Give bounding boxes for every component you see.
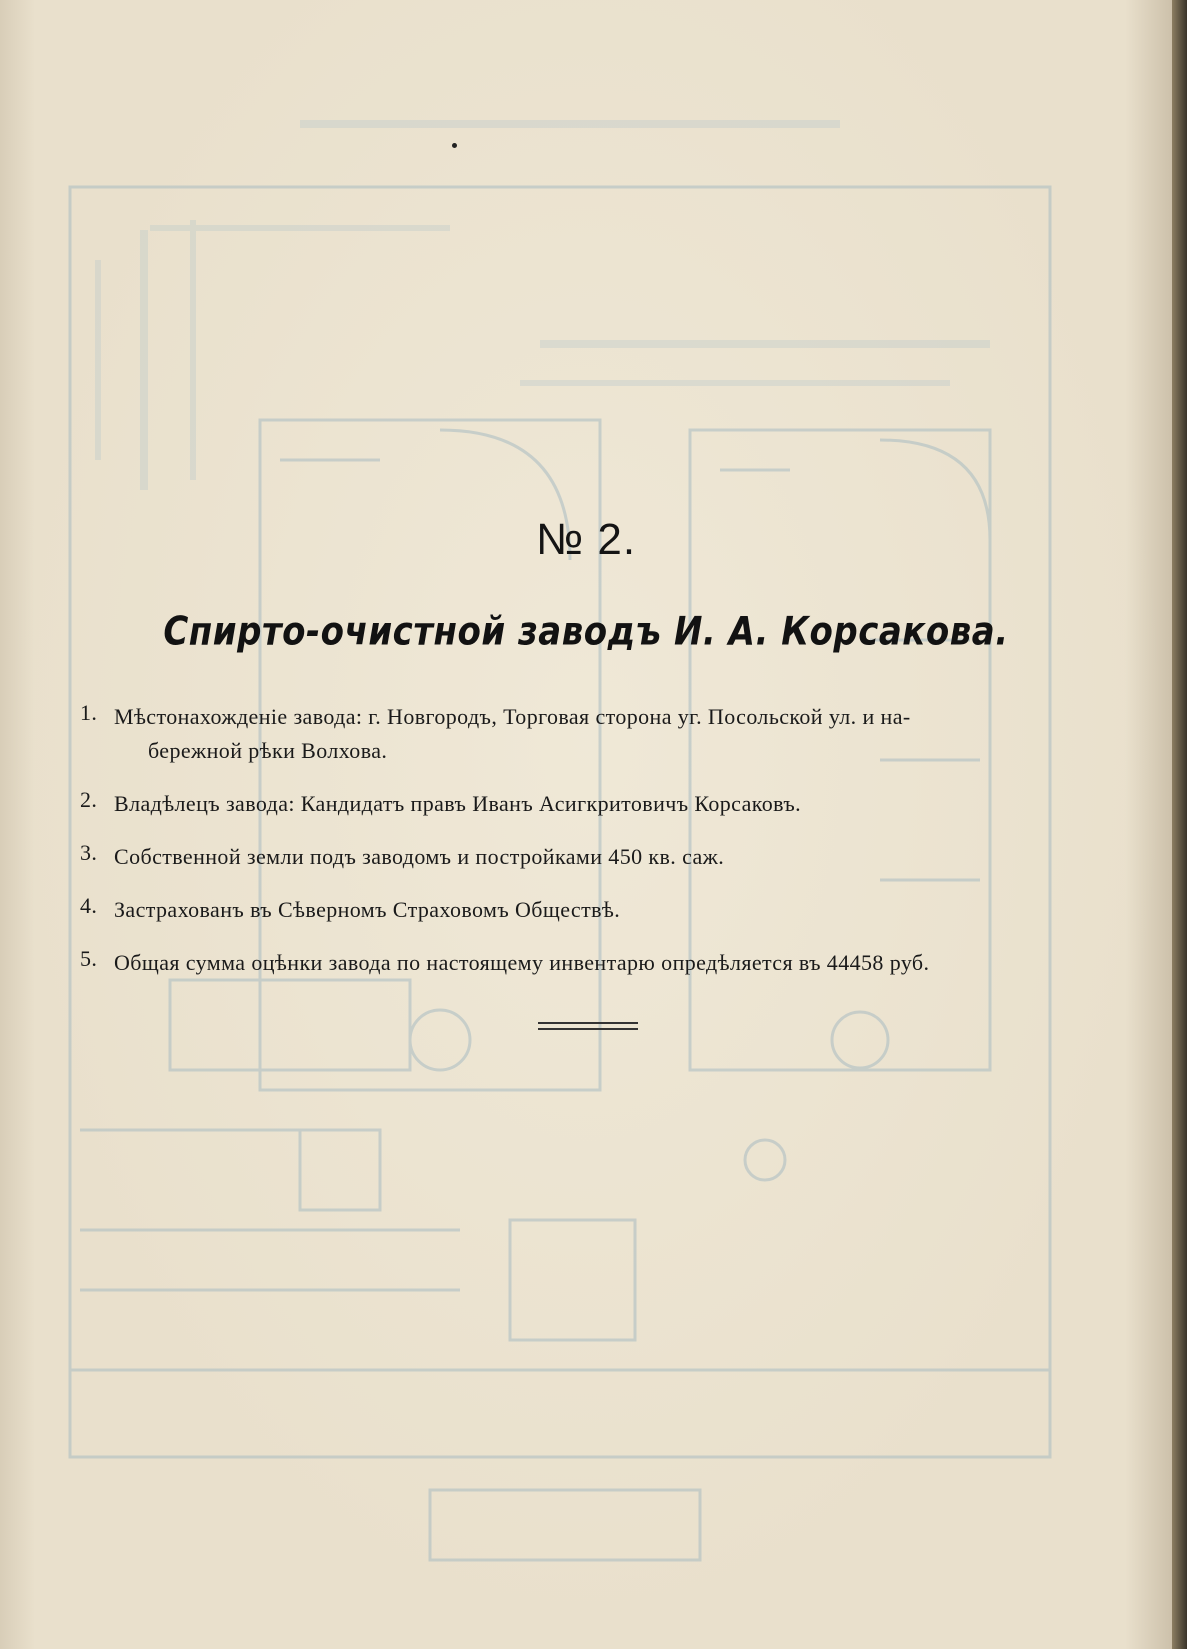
item-text-continuation: бережной рѣки Волхова. bbox=[148, 738, 388, 763]
list-item bbox=[80, 840, 1090, 874]
item-text: Застрахованъ въ Сѣверномъ Страховомъ Обществѣ. bbox=[114, 897, 621, 922]
item-number: 1. bbox=[80, 700, 98, 725]
ink-speck bbox=[452, 143, 457, 148]
item-number: 5. bbox=[80, 946, 98, 971]
document-title: Спирто-очистной заводъ И. А. Корсакова. bbox=[163, 609, 1009, 655]
item-text: Владѣлецъ завода: Кандидатъ правъ Иванъ Асигкритовичъ Корсаковъ. bbox=[114, 791, 802, 816]
item-number: 2. bbox=[80, 787, 98, 812]
item-number: 3. bbox=[80, 840, 98, 865]
item-text: Мѣстонахожденіе завода: г. Новгородъ, Торговая сторона уг. Посольской ул. и на- bbox=[114, 704, 911, 729]
item-text: Общая сумма оцѣнки завода по настоящему инвентарю опредѣляется въ 44458 руб. bbox=[114, 950, 930, 975]
item-list bbox=[80, 700, 1090, 980]
item-text: Собственной земли подъ заводомъ и постройками 450 кв. саж. bbox=[114, 844, 725, 869]
list-item bbox=[80, 946, 1090, 980]
list-item bbox=[80, 700, 1090, 768]
closing-rule-top bbox=[538, 1022, 638, 1024]
book-edge bbox=[1172, 0, 1187, 1649]
closing-rule-bottom bbox=[538, 1028, 638, 1030]
list-item bbox=[80, 893, 1090, 927]
list-item bbox=[80, 787, 1090, 821]
item-number: 4. bbox=[80, 893, 98, 918]
document-number: № 2. bbox=[535, 515, 637, 564]
